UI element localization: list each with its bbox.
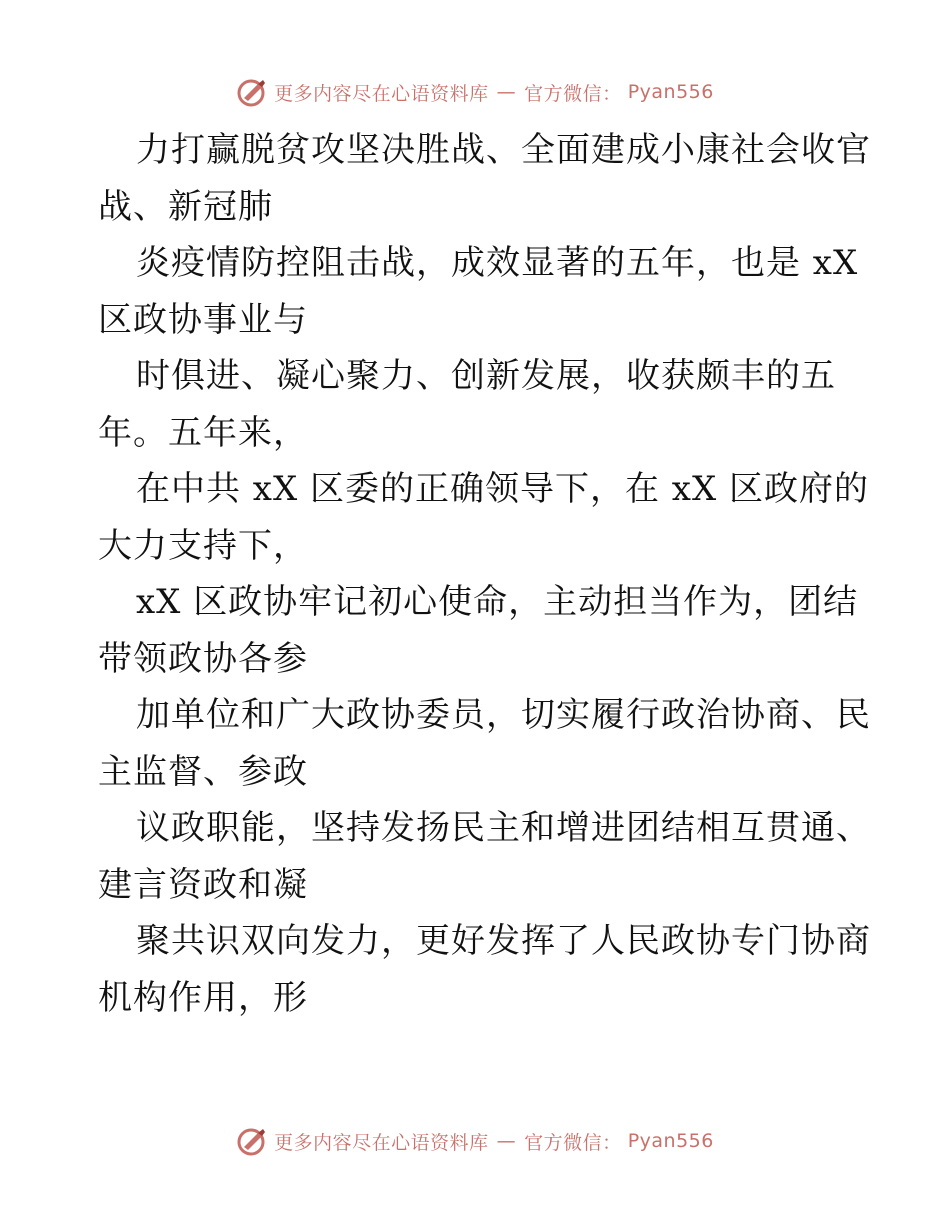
text-line: 主监督、参政 — [98, 751, 308, 792]
footer-watermark — [0, 1125, 950, 1157]
text-line: 战、新冠肺 — [98, 186, 273, 227]
banner-dash: — — [496, 1130, 517, 1152]
banner-text: 更多内容尽在心语资料库 — [274, 1131, 489, 1154]
text-line: 聚共识双向发力，更好发挥了人民政协专门协商 — [136, 921, 871, 961]
text-line: 力打赢脱贫攻坚决胜战、全面建成小康社会收官 — [136, 130, 871, 170]
text-line: 机构作用，形 — [98, 977, 308, 1018]
banner-dash: — — [496, 81, 517, 103]
text-line: 炎疫情防控阻击战，成效显著的五年，也是 xX — [136, 243, 859, 283]
text-line: xX 区政协牢记初心使命，主动担当作为，团结 — [136, 582, 859, 622]
document-body — [98, 122, 871, 1026]
banner-wechat-label: 官方微信： — [524, 82, 622, 105]
banner-wechat-id: Pyan556 — [627, 81, 714, 103]
text-line: 年。五年来， — [98, 412, 308, 453]
pen-seal-icon — [236, 1125, 268, 1157]
pen-seal-icon — [236, 76, 268, 108]
text-line: 大力支持下， — [98, 525, 308, 566]
text-line: 时俱进、凝心聚力、创新发展，收获颇丰的五 — [136, 356, 836, 396]
text-line: 带领政协各参 — [98, 638, 308, 679]
banner-wechat-id: Pyan556 — [627, 1130, 714, 1152]
header-watermark — [0, 76, 950, 108]
text-line: 建言资政和凝 — [98, 864, 308, 905]
banner-text: 更多内容尽在心语资料库 — [274, 82, 489, 105]
text-line: 在中共 xX 区委的正确领导下，在 xX 区政府的 — [136, 469, 869, 509]
banner-wechat-label: 官方微信： — [524, 1131, 622, 1154]
text-line: 区政协事业与 — [98, 299, 308, 340]
text-line: 议政职能，坚持发扬民主和增进团结相互贯通、 — [136, 808, 871, 848]
text-line: 加单位和广大政协委员，切实履行政治协商、民 — [136, 695, 871, 735]
